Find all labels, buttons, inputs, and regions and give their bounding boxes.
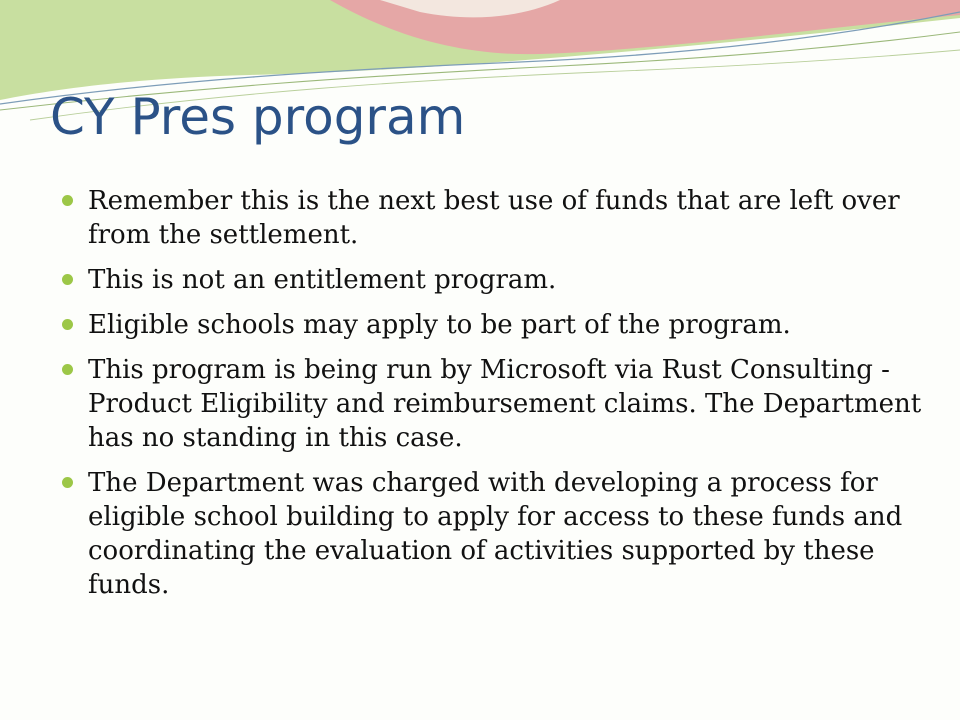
bullet-dot-icon bbox=[62, 319, 73, 330]
bullet-item bbox=[62, 466, 922, 602]
bullet-dot-icon bbox=[62, 195, 73, 206]
bullet-dot-icon bbox=[62, 364, 73, 375]
bullet-item bbox=[62, 308, 922, 342]
slide-title: CY Pres program bbox=[50, 88, 466, 146]
bullet-item bbox=[62, 263, 922, 297]
bullet-item bbox=[62, 353, 922, 455]
bullet-text: The Department was charged with developing a process for eligible school building to apply for access to these funds and coordinating the evaluation of activities supported by these funds. bbox=[88, 468, 903, 600]
bullet-text: Eligible schools may apply to be part of the program. bbox=[88, 310, 791, 340]
bullet-list bbox=[62, 184, 922, 613]
bullet-text: Remember this is the next best use of funds that are left over from the settlement. bbox=[88, 186, 900, 250]
bullet-text: This program is being run by Microsoft via Rust Consulting - Product Eligibility and reimbursement claims. The Department has no standing in this case. bbox=[88, 355, 922, 453]
bullet-text: This is not an entitlement program. bbox=[88, 265, 557, 295]
bullet-dot-icon bbox=[62, 477, 73, 488]
bullet-item bbox=[62, 184, 922, 252]
bullet-dot-icon bbox=[62, 274, 73, 285]
